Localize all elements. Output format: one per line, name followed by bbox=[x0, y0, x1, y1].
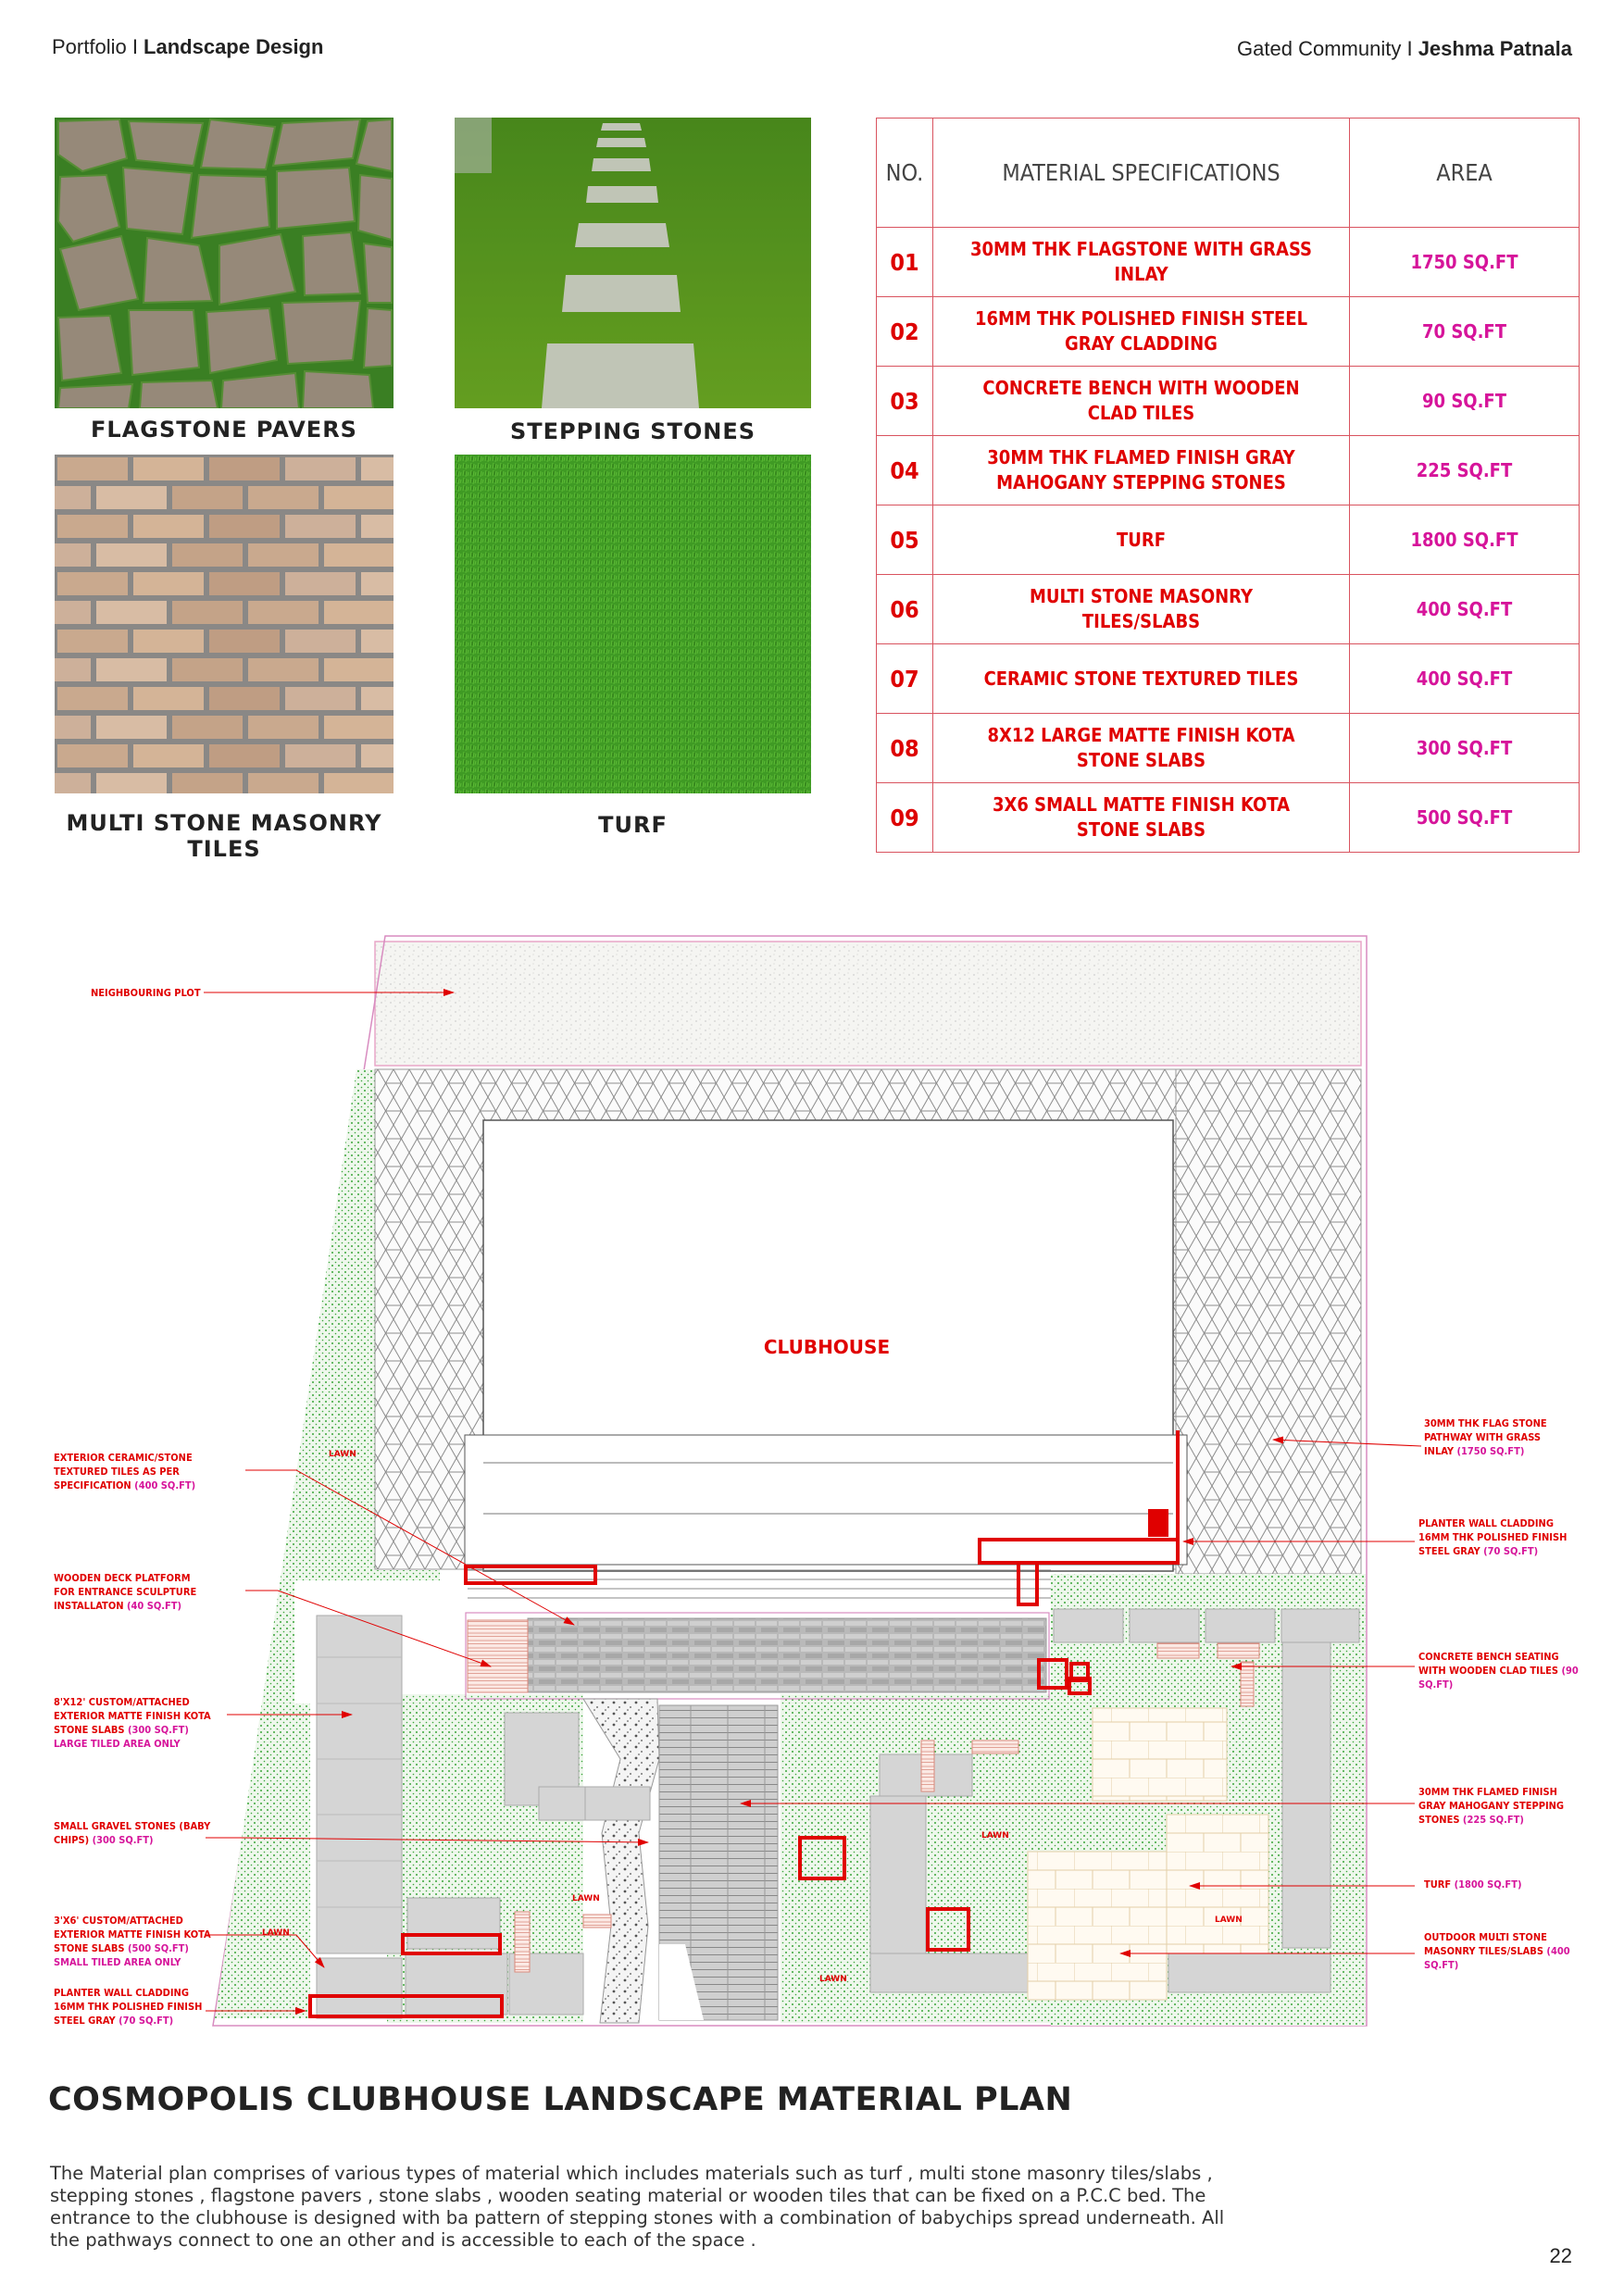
label-stepping: 30MM THK FLAMED FINISH GRAY MAHOGANY STEPPING STONES (225 SQ.FT) bbox=[1418, 1786, 1565, 1826]
svg-text:LAWN: LAWN bbox=[981, 1831, 1009, 1841]
row-spec: 30MM THK FLAMED FINISH GRAY MAHOGANY STEPPING STONES bbox=[933, 436, 1350, 505]
row-area: 400 SQ.FT bbox=[1350, 575, 1580, 644]
flagstone-caption: FLAGSTONE PAVERS bbox=[91, 417, 357, 443]
row-area: 300 SQ.FT bbox=[1350, 714, 1580, 783]
header-right-bold: Jeshma Patnala bbox=[1418, 37, 1572, 60]
label-kota-large: 8'X12' CUSTOM/ATTACHED EXTERIOR MATTE FINISH KOTA STONE SLABS (300 SQ.FT) LARGE TILED AREA ONLY bbox=[54, 1696, 211, 1750]
col-header-no: NO. bbox=[877, 119, 933, 228]
masonry-tiles-2 bbox=[1028, 1852, 1167, 2000]
col-header-area: AREA bbox=[1350, 119, 1580, 228]
row-area: 1800 SQ.FT bbox=[1350, 505, 1580, 575]
row-number: 03 bbox=[877, 367, 933, 436]
row-area: 70 SQ.FT bbox=[1350, 297, 1580, 367]
description-paragraph: The Material plan comprises of various types of material which includes materials such as turf , multi stone masonry tiles/slabs , stepping stones , flagstone pavers , stone slabs , wooden seating material or wooden tiles that can be fixed on a P.C.C bed. The entrance to the clubhouse is designed with ba pattern of stepping stones with a combination of babychips spread underneath. All the pathways connect to one an other and is accessible to each of the space . bbox=[50, 2163, 1225, 2251]
header-left: Portfolio I Landscape Design bbox=[52, 35, 324, 58]
row-area: 225 SQ.FT bbox=[1350, 436, 1580, 505]
row-number: 05 bbox=[877, 505, 933, 575]
svg-text:LAWN: LAWN bbox=[819, 1975, 847, 1984]
label-kota-small: 3'X6' CUSTOM/ATTACHED EXTERIOR MATTE FINISH KOTA STONE SLABS (500 SQ.FT) SMALL TILED AREA ONLY bbox=[54, 1915, 211, 1968]
turf-caption: TURF bbox=[598, 812, 668, 838]
header-right: Gated Community I Jeshma Patnala bbox=[1237, 37, 1572, 60]
neighbouring-plot-area bbox=[375, 942, 1361, 1066]
label-wooden-deck: WOODEN DECK PLATFORM FOR ENTRANCE SCULPTURE INSTALLATON (40 SQ.FT) bbox=[54, 1572, 197, 1612]
label-masonry: OUTDOOR MULTI STONE MASONRY TILES/SLABS (400 SQ.FT) bbox=[1424, 1931, 1570, 1971]
row-area: 1750 SQ.FT bbox=[1350, 228, 1580, 297]
row-area: 400 SQ.FT bbox=[1350, 644, 1580, 714]
page-number: 22 bbox=[1549, 2244, 1572, 2267]
label-planter-left: PLANTER WALL CLADDING 16MM THK POLISHED FINISH STEEL GRAY (70 SQ.FT) bbox=[54, 1987, 203, 2027]
stepping-stones-caption: STEPPING STONES bbox=[509, 418, 756, 444]
row-spec: 16MM THK POLISHED FINISH STEEL GRAY CLADDING bbox=[933, 297, 1350, 367]
row-number: 02 bbox=[877, 297, 933, 367]
row-spec: CONCRETE BENCH WITH WOODEN CLAD TILES bbox=[933, 367, 1350, 436]
label-planter-right: PLANTER WALL CLADDING 16MM THK POLISHED FINISH STEEL GRAY (70 SQ.FT) bbox=[1418, 1517, 1568, 1557]
label-bench: CONCRETE BENCH SEATING WITH WOODEN CLAD TILES (90 SQ.FT) bbox=[1418, 1651, 1579, 1691]
svg-text:LAWN: LAWN bbox=[1215, 1915, 1243, 1925]
row-spec: 8X12 LARGE MATTE FINISH KOTA STONE SLABS bbox=[933, 714, 1350, 783]
row-spec: 3X6 SMALL MATTE FINISH KOTA STONE SLABS bbox=[933, 783, 1350, 853]
lawn-label: LAWN bbox=[329, 1450, 356, 1459]
col-header-spec: MATERIAL SPECIFICATIONS bbox=[933, 119, 1350, 228]
label-flagstone-pathway: 30MM THK FLAG STONE PATHWAY WITH GRASS INLAY (1750 SQ.FT) bbox=[1424, 1417, 1547, 1457]
wooden-deck bbox=[468, 1620, 528, 1692]
row-number: 09 bbox=[877, 783, 933, 853]
row-number: 06 bbox=[877, 575, 933, 644]
row-number: 01 bbox=[877, 228, 933, 297]
label-turf: TURF (1800 SQ.FT) bbox=[1424, 1878, 1522, 1890]
page-title: COSMOPOLIS CLUBHOUSE LANDSCAPE MATERIAL PLAN bbox=[48, 2081, 1073, 2118]
label-gravel: SMALL GRAVEL STONES (BABY CHIPS) (300 SQ.FT) bbox=[54, 1820, 211, 1846]
row-number: 04 bbox=[877, 436, 933, 505]
row-spec: TURF bbox=[933, 505, 1350, 575]
ceramic-tiles-band bbox=[528, 1618, 1046, 1692]
row-spec: 30MM THK FLAGSTONE WITH GRASS INLAY bbox=[933, 228, 1350, 297]
label-ceramic-tiles: EXTERIOR CERAMIC/STONE TEXTURED TILES AS PER SPECIFICATION (400 SQ.FT) bbox=[54, 1452, 196, 1491]
svg-text:LAWN: LAWN bbox=[572, 1894, 600, 1903]
gravel-path bbox=[583, 1699, 659, 2023]
masonry-tiles-caption: MULTI STONE MASONRY TILES bbox=[66, 810, 382, 862]
row-number: 07 bbox=[877, 644, 933, 714]
header-left-bold: Landscape Design bbox=[144, 35, 324, 58]
masonry-tiles-1 bbox=[1093, 1708, 1227, 1801]
row-spec: CERAMIC STONE TEXTURED TILES bbox=[933, 644, 1350, 714]
clubhouse-label: CLUBHOUSE bbox=[763, 1336, 891, 1358]
row-number: 08 bbox=[877, 714, 933, 783]
row-area: 500 SQ.FT bbox=[1350, 783, 1580, 853]
row-spec: MULTI STONE MASONRY TILES/SLABS bbox=[933, 575, 1350, 644]
svg-text:LAWN: LAWN bbox=[262, 1928, 290, 1938]
row-area: 90 SQ.FT bbox=[1350, 367, 1580, 436]
label-neighbouring-plot: NEIGHBOURING PLOT bbox=[91, 987, 201, 999]
